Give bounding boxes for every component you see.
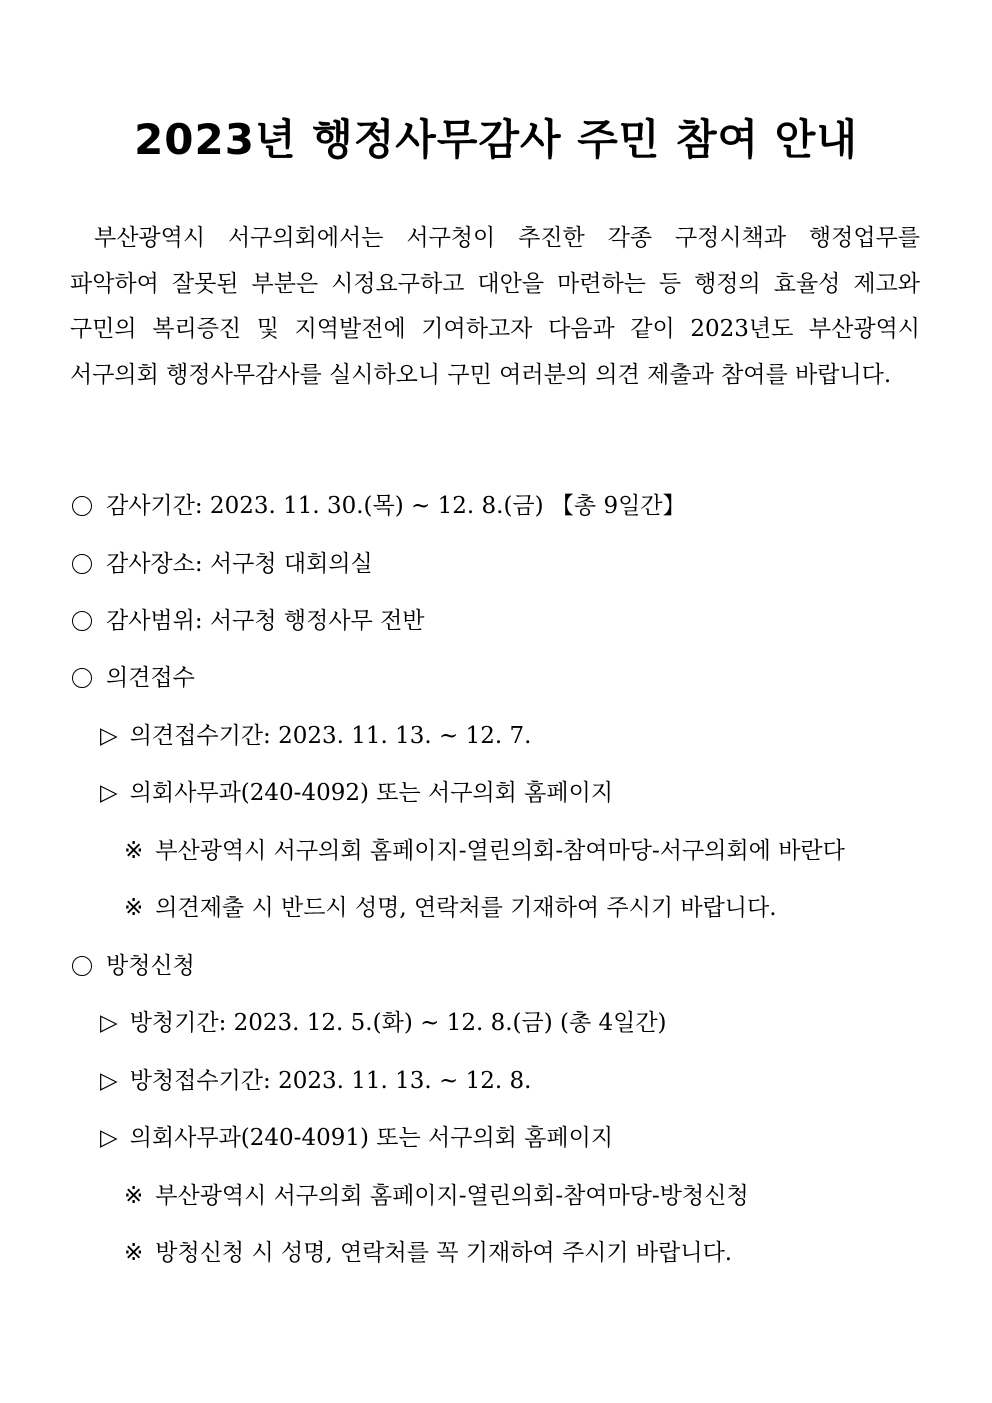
circle-bullet-icon: [72, 956, 92, 976]
audit-scope-text: 감사범위: 서구청 행정사무 전반: [106, 608, 425, 634]
observe-period-text: 방청기간: 2023. 12. 5.(화) ~ 12. 8.(금) (총 4일간): [129, 1010, 667, 1036]
circle-bullet-icon: [72, 611, 92, 631]
audit-period-text: 감사기간: 2023. 11. 30.(목) ~ 12. 8.(금) 【총 9일간】: [106, 493, 686, 519]
opinion-note-text: 부산광역시 서구의회 홈페이지-열린의회-참여마당-서구의회에 바란다: [155, 838, 845, 864]
triangle-bullet-icon: ▷: [100, 1125, 118, 1151]
opinion-contact-item: [100, 776, 613, 810]
opinion-contact-text: 의회사무과(240-4092) 또는 서구의회 홈페이지: [129, 780, 614, 806]
observe-note-item: [124, 1236, 732, 1270]
observe-contact-item: [100, 1121, 613, 1155]
triangle-bullet-icon: ▷: [100, 780, 118, 806]
reference-mark-icon: ※: [124, 838, 144, 864]
opinion-heading-text: 의견접수: [106, 665, 195, 691]
audit-place-item: [72, 547, 373, 581]
triangle-bullet-icon: ▷: [100, 1068, 118, 1094]
triangle-bullet-icon: ▷: [100, 1010, 118, 1036]
opinion-note-item: [124, 891, 777, 925]
audit-scope-item: [72, 604, 425, 638]
reference-mark-icon: ※: [124, 1240, 144, 1266]
observe-note-text: 부산광역시 서구의회 홈페이지-열린의회-참여마당-방청신청: [155, 1183, 749, 1209]
observe-note-text: 방청신청 시 성명, 연락처를 꼭 기재하여 주시기 바랍니다.: [155, 1240, 733, 1266]
circle-bullet-icon: [72, 496, 92, 516]
observe-note-item: [124, 1179, 749, 1213]
observe-apply-period-item: [100, 1064, 531, 1098]
observe-heading-text: 방청신청: [106, 953, 195, 979]
opinion-note-text: 의견제출 시 반드시 성명, 연락처를 기재하여 주시기 바랍니다.: [155, 895, 777, 921]
observe-contact-text: 의회사무과(240-4091) 또는 서구의회 홈페이지: [129, 1125, 614, 1151]
triangle-bullet-icon: ▷: [100, 723, 118, 749]
reference-mark-icon: ※: [124, 1183, 144, 1209]
circle-bullet-icon: [72, 554, 92, 574]
observe-period-item: [100, 1006, 667, 1040]
opinion-heading-item: [72, 661, 195, 695]
audit-period-item: [72, 489, 686, 523]
reference-mark-icon: ※: [124, 895, 144, 921]
opinion-note-item: [124, 834, 845, 868]
opinion-period-item: [100, 719, 531, 753]
circle-bullet-icon: [72, 668, 92, 688]
observe-apply-period-text: 방청접수기간: 2023. 11. 13. ~ 12. 8.: [129, 1068, 532, 1094]
opinion-period-text: 의견접수기간: 2023. 11. 13. ~ 12. 7.: [129, 723, 532, 749]
intro-paragraph: 부산광역시 서구의회에서는 서구청이 추진한 각종 구정시책과 행정업무를 파악하여 잘못된 부분은 시정요구하고 대안을 마련하는 등 행정의 효율성 제고와 구민의 복리증진 및 지역발전에 기여하고자 다음과 같이 2023년도 부산광역시 서구의회 행정사무감사를 실시하오니 구민 여러분의 의견 제출과 참여를 바랍니다.: [70, 225, 920, 388]
audit-place-text: 감사장소: 서구청 대회의실: [106, 551, 373, 577]
page-title: 2023년 행정사무감사 주민 참여 안내: [134, 115, 858, 164]
observe-heading-item: [72, 949, 195, 983]
